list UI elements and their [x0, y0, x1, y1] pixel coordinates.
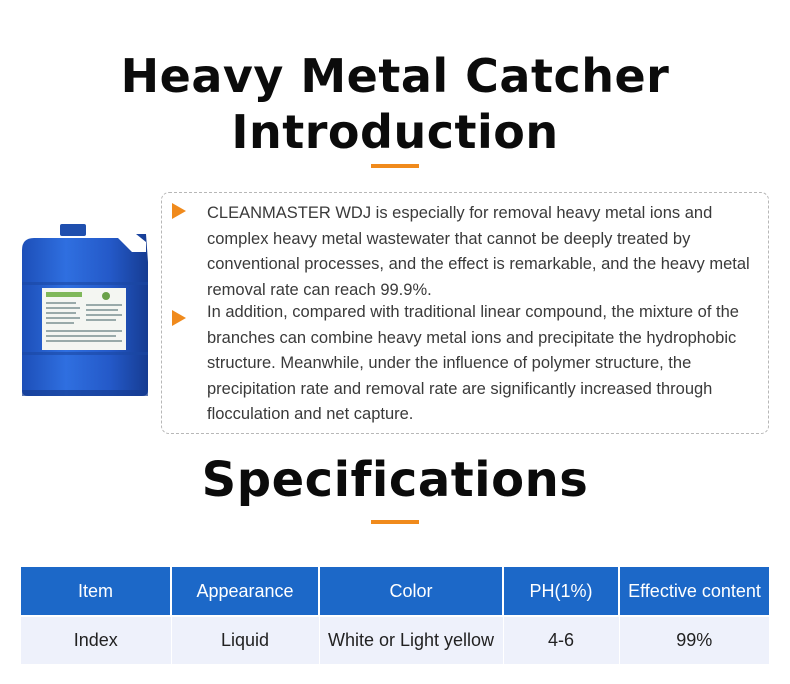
table-header-row — [21, 567, 769, 616]
column-header: Item — [21, 567, 171, 616]
product-jerrycan-image — [20, 222, 150, 398]
intro-paragraph: In addition, compared with traditional linear compound, the mixture of the branches can combine heavy metal ions and precipitate the hydrophobic structure. Meanwhile, under the influence of polymer structure, the precipitation rate and removal rate are significantly increased through flocculation and net capture. — [207, 303, 739, 423]
table-cell: White or Light yellow — [319, 616, 503, 664]
intro-paragraph: CLEANMASTER WDJ is especially for removal heavy metal ions and complex heavy metal wastewater that cannot be deeply treated by conventional processes, and the effect is remarkable, and the heavy metal removal rate can reach 99.9%. — [207, 204, 750, 299]
table-cell: Liquid — [171, 616, 319, 664]
title-underline — [371, 164, 419, 168]
bullet-triangle-icon — [172, 310, 186, 326]
bullet-triangle-icon — [172, 203, 186, 219]
page-title-line1: Heavy Metal Catcher — [120, 49, 670, 103]
column-header: Appearance — [171, 567, 319, 616]
table-cell: Index — [21, 616, 171, 664]
specifications-table — [21, 567, 769, 664]
table-cell: 4-6 — [503, 616, 619, 664]
section-title-specifications: Specifications — [201, 452, 589, 508]
table-cell: 99% — [619, 616, 769, 664]
table-row — [21, 616, 769, 664]
column-header: Color — [319, 567, 503, 616]
section-underline — [371, 520, 419, 524]
column-header: Effective content — [619, 567, 769, 616]
page-title-line2: Introduction — [231, 105, 559, 159]
column-header: PH(1%) — [503, 567, 619, 616]
